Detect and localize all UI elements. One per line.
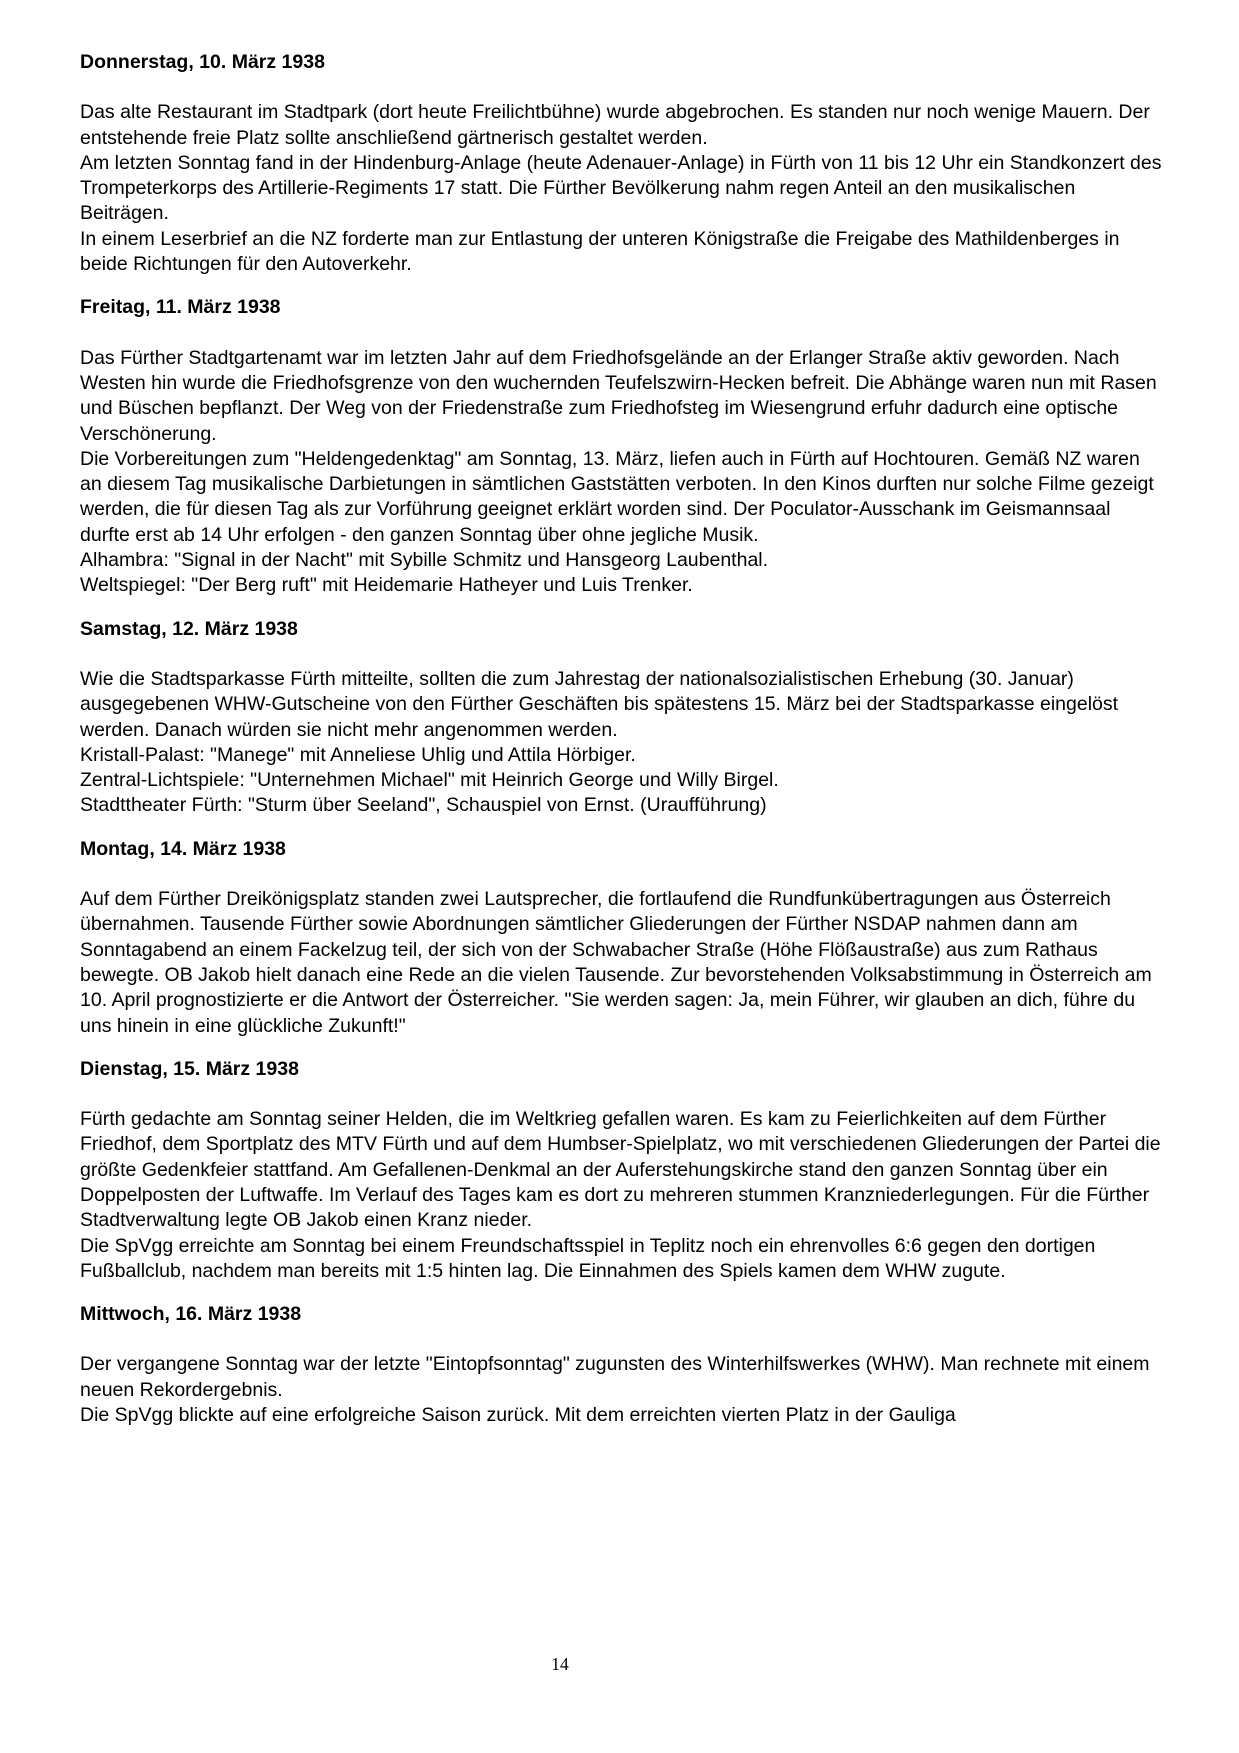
paragraph: Zentral-Lichtspiele: "Unternehmen Michael" mit Heinrich George und Willy Birgel. — [80, 769, 779, 792]
paragraph: Das alte Restaurant im Stadtpark (dort heute Freilichtbühne) wurde abgebrochen. Es standen nur noch wenige Mauern. Der entstehende freie Platz sollte anschließend gärtnerisch gestaltet werden. — [80, 101, 1150, 149]
page-number: 14 — [551, 1654, 569, 1674]
section-heading: Montag, 14. März 1938 — [80, 837, 286, 860]
section-mittwoch-16-maerz — [80, 1302, 1164, 1428]
paragraph: Weltspiegel: "Der Berg ruft" mit Heidemarie Hatheyer und Luis Trenker. — [80, 574, 693, 597]
paragraph: In einem Leserbrief an die NZ forderte man zur Entlastung der unteren Königstraße die Freigabe des Mathildenberges in beide Richtungen für den Autoverkehr. — [80, 227, 1120, 276]
paragraph: Am letzten Sonntag fand in der Hindenburg-Anlage (heute Adenauer-Anlage) in Fürth von 11 bis 12 Uhr ein Standkonzert des Trompeterkorps des Artillerie-Regiments 17 statt. Die Fürther Bevölkerung nahm regen Anteil an den musikalischen Beiträgen. — [80, 151, 1162, 225]
section-freitag-11-maerz — [80, 295, 1164, 598]
section-heading: Donnerstag, 10. März 1938 — [80, 51, 325, 73]
paragraph: Stadttheater Fürth: "Sturm über Seeland", Schauspiel von Ernst. (Uraufführung) — [80, 794, 767, 817]
section-heading: Samstag, 12. März 1938 — [80, 617, 298, 640]
section-dienstag-15-maerz — [80, 1057, 1164, 1284]
paragraph: Fürth gedachte am Sonntag seiner Helden, die im Weltkrieg gefallen waren. Es kam zu Feierlichkeiten auf dem Fürther Friedhof, dem Sportplatz des MTV Fürth und auf dem Humbser-Spielplatz, wo mit verschiedenen Gliederungen der Partei die größte Gedenkfeier stattfand. Am Gefallenen-Denkmal an der Auferstehungskirche stand den ganzen Sonntag über ein Doppelposten der Luftwaffe. Im Verlauf des Tages kam es dort zu mehreren stummen Kranzniederlegungen. Für die Fürther Stadtverwaltung legte OB Jakob einen Kranz nieder. — [80, 1108, 1161, 1232]
section-heading: Dienstag, 15. März 1938 — [80, 1057, 299, 1080]
section-heading: Mittwoch, 16. März 1938 — [80, 1303, 302, 1326]
paragraph: Die SpVgg erreichte am Sonntag bei einem Freundschaftsspiel in Teplitz noch ein ehrenvolles 6:6 gegen den dortigen Fußballclub, nachdem man bereits mit 1:5 hinten lag. Die Einnahmen des Spiels kamen dem WHW zugute. — [80, 1234, 1096, 1282]
section-montag-14-maerz — [80, 837, 1164, 1039]
paragraph: Der vergangene Sonntag war der letzte "Eintopfsonntag" zugunsten des Winterhilfswerkes (WHW). Man rechnete mit einem neuen Rekordergebnis. — [80, 1353, 1150, 1401]
paragraph: Alhambra: "Signal in der Nacht" mit Sybille Schmitz und Hansgeorg Laubenthal. — [80, 549, 769, 572]
paragraph: Die Vorbereitungen zum "Heldengedenktag" am Sonntag, 13. März, liefen auch in Fürth auf Hochtouren. Gemäß NZ waren an diesem Tag musikalische Darbietungen in sämtlichen Gaststätten verboten. In den Kinos durften nur solche Filme gezeigt werden, die für diesen Tag als zur Vorführung geeignet erklärt worden sind. Der Poculator-Ausschank im Geismannsaal durfte erst ab 14 Uhr erfolgen - den ganzen Sonntag über ohne jegliche Musik. — [80, 447, 1154, 546]
paragraph: Kristall-Palast: "Manege" mit Anneliese Uhlig und Attila Hörbiger. — [80, 743, 636, 766]
paragraph: Wie die Stadtsparkasse Fürth mitteilte, sollten die zum Jahrestag der nationalsozialistischen Erhebung (30. Januar) ausgegebenen WHW-Gutscheine von den Fürther Geschäften bis spätestens 15. März bei der Stadtsparkasse eingelöst werden. Danach würden sie nicht mehr angenommen werden. — [80, 667, 1119, 741]
paragraph: Auf dem Fürther Dreikönigsplatz standen zwei Lautsprecher, die fortlaufend die Rundfunkübertragungen aus Österreich übernahmen. Tausende Fürther sowie Abordnungen sämtlicher Gliederungen der Fürther NSDAP nahmen dann am Sonntagabend an einem Fackelzug teil, der sich von der Schwabacher Straße (Höhe Flößaustraße) aus zum Rathaus bewegte. OB Jakob hielt danach eine Rede an die vielen Tausende. Zur bevorstehenden Volksabstimmung in Österreich am 10. April prognostizierte er die Antwort der Österreicher. "Sie werden sagen: Ja, mein Führer, wir glauben an dich, führe du uns hinein in eine glückliche Zukunft!" — [80, 888, 1152, 1037]
document-content — [80, 50, 1164, 1428]
paragraph: Die SpVgg blickte auf eine erfolgreiche Saison zurück. Mit dem erreichten vierten Platz in der Gauliga — [80, 1404, 956, 1427]
paragraph: Das Fürther Stadtgartenamt war im letzten Jahr auf dem Friedhofsgelände an der Erlanger Straße aktiv geworden. Nach Westen hin wurde die Friedhofsgrenze von den wuchernden Teufelszwirn-Hecken befreit. Die Abhänge waren nun mit Rasen und Büschen bepflanzt. Der Weg von der Friedenstraße zum Friedhofsteg im Wiesengrund erfuhr dadurch eine optische Verschönerung. — [80, 346, 1157, 445]
section-heading: Freitag, 11. März 1938 — [80, 296, 281, 319]
section-samstag-12-maerz — [80, 617, 1164, 819]
section-donnerstag-10-maerz — [80, 50, 1164, 277]
